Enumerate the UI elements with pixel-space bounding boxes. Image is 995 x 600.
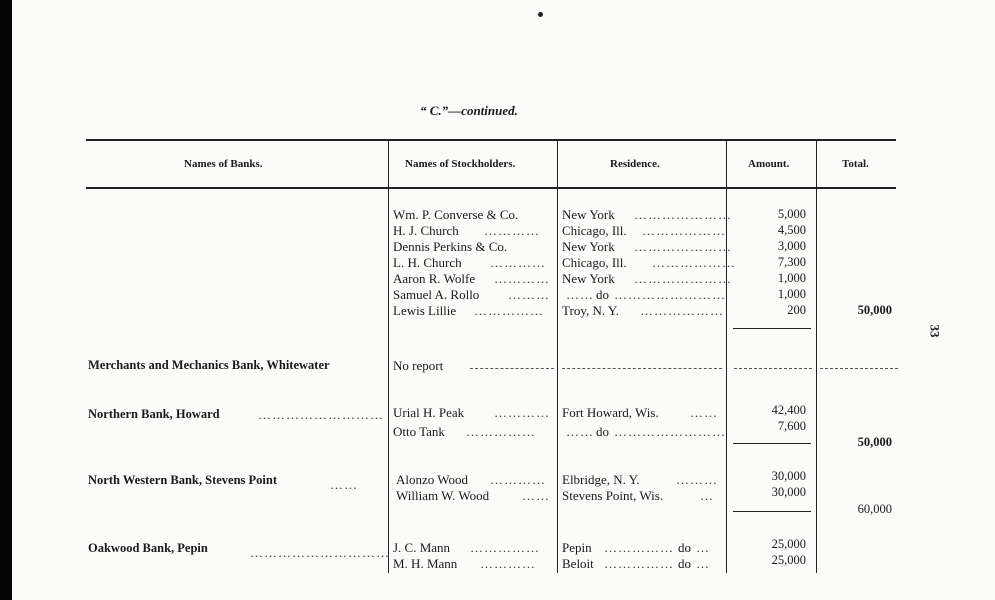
leader-dots: …………… bbox=[604, 556, 674, 571]
residence: Troy, N. Y. bbox=[562, 303, 619, 318]
header-stockholders: Names of Stockholders. bbox=[405, 158, 516, 170]
dashed-leader bbox=[820, 368, 898, 369]
amount: 1,000 bbox=[777, 287, 806, 301]
leader-dots: …………………… bbox=[614, 424, 726, 439]
leader-dots: …………… bbox=[604, 540, 674, 555]
header-residence: Residence. bbox=[610, 158, 660, 170]
bank-name: Merchants and Mechanics Bank, Whitewater bbox=[88, 358, 330, 372]
header-amount: Amount. bbox=[748, 158, 790, 170]
stockholder-name: Samuel A. Rollo bbox=[393, 287, 480, 302]
residence: do bbox=[596, 424, 609, 439]
amount: 30,000 bbox=[771, 485, 806, 499]
leader-dots: …………………… bbox=[614, 287, 726, 302]
leader-dots: ………… bbox=[490, 472, 546, 487]
header-bottom-rule bbox=[86, 187, 896, 189]
residence: Stevens Point, Wis. bbox=[562, 488, 664, 503]
stockholder-name: H. J. Church bbox=[393, 223, 459, 238]
residence: Elbridge, N. Y. bbox=[562, 472, 640, 487]
subtotal-rule bbox=[733, 443, 811, 444]
stockholder-name: L. H. Church bbox=[393, 255, 462, 270]
stockholder-name: Dennis Perkins & Co. bbox=[393, 239, 508, 254]
amount: 7,600 bbox=[777, 419, 806, 433]
leader-dots: …………… bbox=[466, 424, 536, 439]
residence-ditto: do bbox=[678, 540, 691, 555]
residence: Beloit bbox=[562, 556, 594, 571]
residence: New York bbox=[562, 271, 615, 286]
residence: Fort Howard, Wis. bbox=[562, 405, 659, 420]
leader-dots: …… bbox=[690, 405, 718, 420]
column-divider-2 bbox=[557, 141, 558, 573]
leader-dots: …………… bbox=[474, 303, 544, 318]
leader-dots: ………… bbox=[480, 556, 536, 571]
leader-dots: ……………… bbox=[640, 303, 724, 318]
residence: New York bbox=[562, 207, 615, 222]
group-total: 50,000 bbox=[857, 435, 892, 449]
page-caption: “ C.”—continued. bbox=[420, 103, 518, 118]
leader-dots: ……………… bbox=[652, 255, 736, 270]
bank-name: Northern Bank, Howard bbox=[88, 407, 220, 421]
residence: Chicago, Ill. bbox=[562, 223, 627, 238]
amount: 4,500 bbox=[777, 223, 806, 237]
leader-dots: … bbox=[696, 556, 710, 571]
stockholder-name: M. H. Mann bbox=[393, 556, 458, 571]
leader-dots: …… bbox=[522, 488, 550, 503]
scan-margin bbox=[0, 0, 12, 600]
leader-dots: ………………… bbox=[634, 271, 732, 286]
dashed-leader bbox=[562, 368, 722, 369]
stockholder-name: Urial H. Peak bbox=[393, 405, 465, 420]
column-divider-1 bbox=[388, 141, 389, 573]
no-report-note: No report bbox=[393, 358, 444, 373]
margin-page-mark: 33 bbox=[927, 324, 943, 338]
leader-dots: ……… bbox=[508, 287, 550, 302]
residence: Pepin bbox=[562, 540, 592, 555]
leader-dots: ………………… bbox=[634, 207, 732, 222]
stockholder-name: Wm. P. Converse & Co. bbox=[393, 207, 519, 222]
leader-dots: …… bbox=[566, 287, 594, 302]
residence-ditto: do bbox=[678, 556, 691, 571]
leader-dots: ……… bbox=[676, 472, 718, 487]
leader-dots: …… bbox=[566, 424, 594, 439]
leader-dots: … bbox=[700, 488, 714, 503]
stockholder-name: J. C. Mann bbox=[393, 540, 451, 555]
leader-dots: ………… bbox=[490, 255, 546, 270]
ink-dot bbox=[538, 12, 543, 17]
stockholder-name: Otto Tank bbox=[393, 424, 445, 439]
amount: 200 bbox=[787, 303, 806, 317]
bank-name: Oakwood Bank, Pepin bbox=[88, 541, 208, 555]
residence: Chicago, Ill. bbox=[562, 255, 627, 270]
bank-name: North Western Bank, Stevens Point bbox=[88, 473, 278, 487]
amount: 5,000 bbox=[777, 207, 806, 221]
amount: 42,400 bbox=[771, 403, 806, 417]
leader-dots: …… bbox=[330, 477, 358, 492]
stockholder-name: Alonzo Wood bbox=[396, 472, 469, 487]
leader-dots: ………… bbox=[494, 405, 550, 420]
header-banks: Names of Banks. bbox=[184, 158, 263, 170]
column-divider-3 bbox=[726, 141, 727, 573]
leader-dots: ……………………… bbox=[258, 407, 384, 422]
amount: 30,000 bbox=[771, 469, 806, 483]
stockholder-name: Aaron R. Wolfe bbox=[393, 271, 476, 286]
residence: New York bbox=[562, 239, 615, 254]
leader-dots: ………………… bbox=[634, 239, 732, 254]
dashed-leader bbox=[470, 368, 554, 369]
leader-dots: … bbox=[696, 540, 710, 555]
group-total: 60,000 bbox=[857, 502, 892, 516]
column-divider-4 bbox=[816, 141, 817, 573]
stockholder-name: William W. Wood bbox=[396, 488, 490, 503]
amount: 1,000 bbox=[777, 271, 806, 285]
leader-dots: …………… bbox=[470, 540, 540, 555]
subtotal-rule bbox=[733, 511, 811, 512]
amount: 3,000 bbox=[777, 239, 806, 253]
header-total: Total. bbox=[842, 158, 869, 170]
group-total: 50,000 bbox=[857, 303, 892, 317]
leader-dots: ……………… bbox=[642, 223, 726, 238]
table-top-rule bbox=[86, 139, 896, 141]
amount: 25,000 bbox=[771, 537, 806, 551]
dashed-leader bbox=[734, 368, 812, 369]
amount: 7,300 bbox=[777, 255, 806, 269]
leader-dots: ………… bbox=[484, 223, 540, 238]
leader-dots: ………… bbox=[494, 271, 550, 286]
stockholder-name: Lewis Lillie bbox=[393, 303, 457, 318]
amount: 25,000 bbox=[771, 553, 806, 567]
leader-dots: ………………………… bbox=[250, 545, 390, 560]
subtotal-rule bbox=[733, 328, 811, 329]
residence: do bbox=[596, 287, 609, 302]
